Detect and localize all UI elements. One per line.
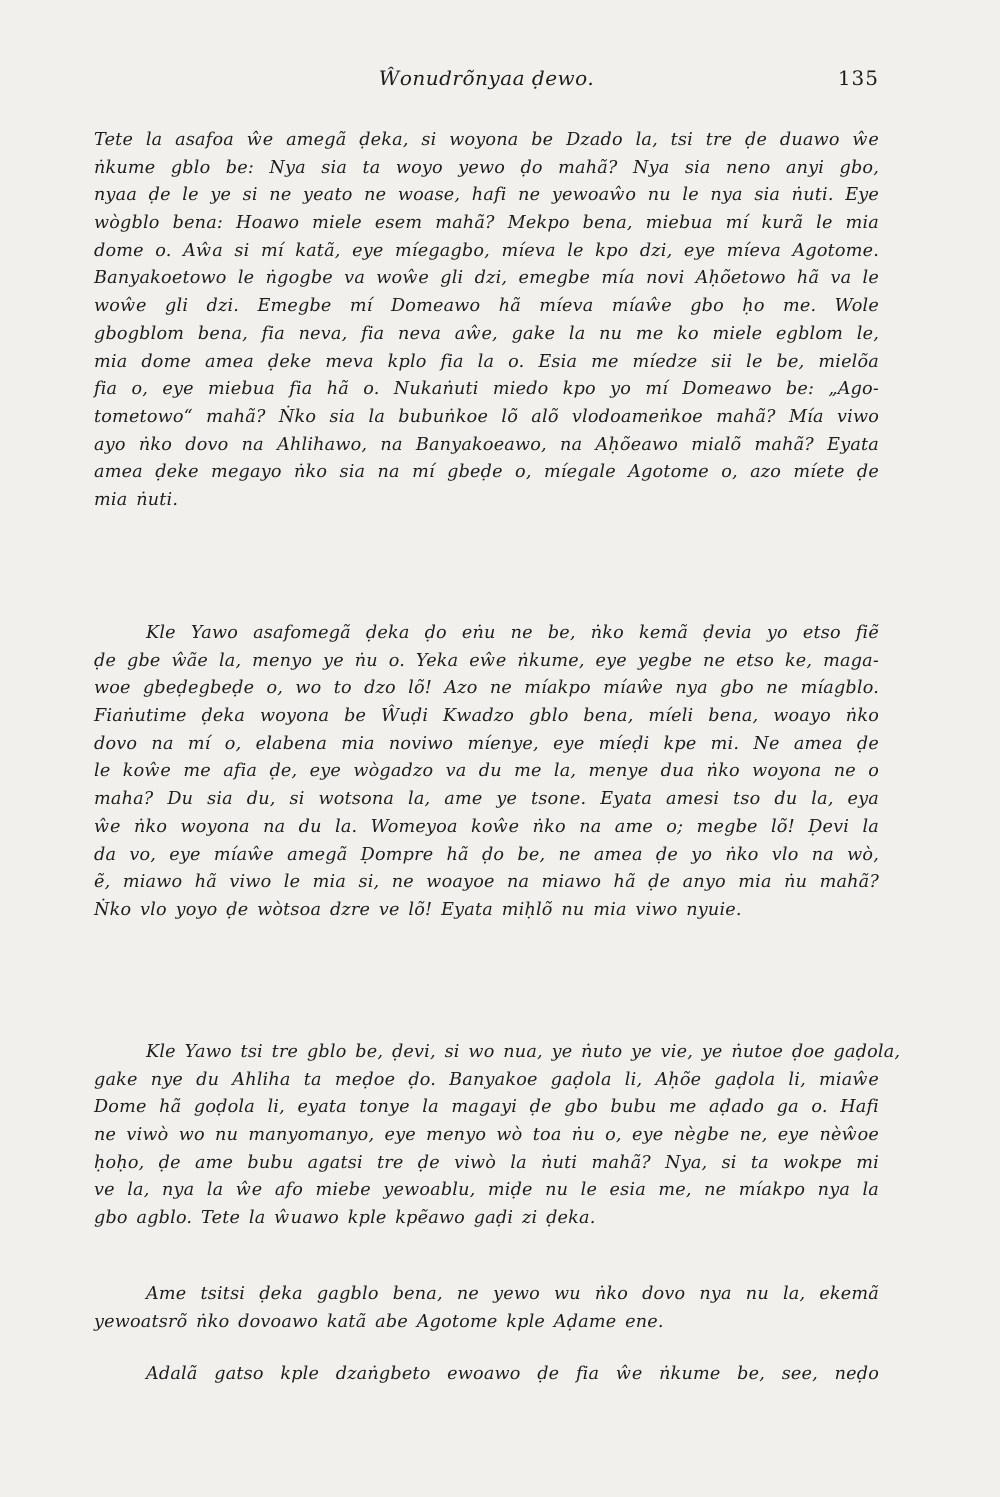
text-line: Banyakoetowo le ṅgogbe va woŵe gli dzi, emegbe mía novi Aḥõetowo hã va le bbox=[94, 268, 879, 289]
text-line: Ṅko vlo yoyo ḍe wòtsoa dzre ve lõ! Eyata miḥlõ nu mia viwo nyuie. bbox=[94, 899, 742, 920]
text-line: dome o. Aŵa si mí katã, eye míegagbo, míeva le kpo dzi, eye míeva Agotome. bbox=[94, 240, 879, 261]
text-line: le koŵe me afia ḍe, eye wògadzo va du me la, menye dua ṅko woyona ne o bbox=[94, 761, 879, 782]
text-line: nyaa ḍe le ye si ne yeato ne woase, hafi ne yewoaŵo nu le nya sia ṅuti. Eye bbox=[94, 185, 879, 206]
text-line: Ame tsitsi ḍeka gagblo bena, ne yewo wu ṅko dovo nya nu la, ekemã bbox=[146, 1284, 879, 1304]
text-line: gbogblom bena, fia neva, fia neva aŵe, gake la nu me ko miele egblom le, bbox=[94, 323, 879, 344]
text-line: Tete la asafoa ŵe amegã ḍeka, si woyona be Dzado la, tsi tre ḍe duawo ŵe bbox=[94, 130, 879, 150]
page-header bbox=[94, 66, 879, 102]
text-line: fia o, eye miebua fia hã o. Nukaṅuti miedo kpo yo mí Domeawo be: „Ago- bbox=[94, 379, 879, 400]
running-title: Ŵonudrõnyaa ḍewo. bbox=[378, 66, 595, 90]
text-line: wògblo bena: Hoawo miele esem mahã? Mekpo bena, miebua mí kurã le mia bbox=[94, 213, 879, 234]
text-line: Fiaṅutime ḍeka woyona be Ŵuḍi Kwadzo gblo bena, míeli bena, woayo ṅko bbox=[94, 706, 879, 727]
text-line: ṅkume gblo be: Nya sia ta woyo yewo ḍo mahã? Nya sia neno anyi gbo, bbox=[94, 157, 879, 178]
text-line: tometowo“ mahã? Ṅko sia la bubuṅkoe lõ alõ vlodoameṅkoe mahã? Mía viwo bbox=[94, 406, 879, 427]
paragraph-2 bbox=[94, 620, 879, 925]
text-line: yewoatsrõ ṅko dovoawo katã abe Agotome kple Aḍame ene. bbox=[94, 1311, 664, 1332]
text-line: Dome hã goḍola li, eyata tonye la magayi ḍe gbo bubu me aḍado ga o. Hafi bbox=[94, 1097, 879, 1118]
text-line: da vo, eye míaŵe amegã Ḍompre hã ḍo be, ne amea ḍe yo ṅko vlo na wò, bbox=[94, 844, 879, 865]
text-line: dovo na mí o, elabena mia noviwo míenye, eye míeḍi kpe mi. Ne amea ḍe bbox=[94, 733, 879, 754]
text-line: woe gbeḍegbeḍe o, wo to dzo lõ! Azo ne míakpo míaŵe nya gbo ne míagblo. bbox=[94, 678, 879, 699]
text-line: amea ḍeke megayo ṅko sia na mí gbeḍe o, míegale Agotome o, azo míete ḍe bbox=[94, 462, 879, 483]
text-line: ḥoḥo, ḍe ame bubu agatsi tre ḍe viwò la ṅuti mahã? Nya, si ta wokpe mi bbox=[94, 1152, 879, 1173]
text-line: ayo ṅko dovo na Ahlihawo, na Banyakoeawo, na Aḥõeawo mialõ mahã? Eyata bbox=[94, 434, 879, 455]
text-line: ŵe ṅko woyona na du la. Womeyoa koŵe ṅko na ame o; megbe lõ! Ḍevi la bbox=[94, 816, 879, 837]
text-line: gbo agblo. Tete la ŵuawo kple kpẽawo gaḍi zi ḍeka. bbox=[94, 1208, 596, 1229]
text-line: ve la, nya la ŵe afo miebe yewoablu, miḍe nu le esia me, ne míakpo nya la bbox=[94, 1180, 879, 1201]
text-line: woŵe gli dzi. Emegbe mí Domeawo hã míeva míaŵe gbo ḥo me. Wole bbox=[94, 296, 879, 317]
text-line: Adalã gatso kple dzaṅgbeto ewoawo ḍe fia ŵe ṅkume be, see, neḍo bbox=[146, 1364, 879, 1384]
text-line: gake nye du Ahliha ta meḍoe ḍo. Banyakoe gaḍola li, Aḥõe gaḍola li, miaŵe bbox=[94, 1069, 879, 1090]
page-number: 135 bbox=[837, 66, 879, 90]
paragraph-5 bbox=[94, 1361, 879, 1389]
text-line: ḍe gbe ŵãe la, menyo ye ṅu o. Yeka eŵe ṅkume, eye yegbe ne etso ke, maga- bbox=[94, 650, 879, 671]
text-line: ne viwò wo nu manyomanyo, eye menyo wò toa ṅu o, eye nègbe ne, eye nèŵoe bbox=[94, 1125, 879, 1146]
paragraph-3 bbox=[94, 1039, 901, 1233]
text-line: Kle Yawo asafomegã ḍeka ḍo eṅu ne be, ṅko kemã ḍevia yo etso fiẽ bbox=[146, 623, 879, 643]
text-line: maha? Du sia du, si wotsona la, ame ye tsone. Eyata amesi tso du la, eya bbox=[94, 789, 879, 810]
paragraph-1 bbox=[94, 127, 879, 515]
text-line: mia dome amea ḍeke meva kplo fia la o. Esia me míedze sii le be, mielõa bbox=[94, 351, 879, 372]
paragraph-4 bbox=[94, 1281, 879, 1336]
text-line: Kle Yawo tsi tre gblo be, ḍevi, si wo nua, ye ṅuto ye vie, ye ṅutoe ḍoe gaḍola, bbox=[146, 1042, 901, 1062]
text-line: mia ṅuti. bbox=[94, 489, 179, 510]
text-line: ẽ, miawo hã viwo le mia si, ne woayoe na miawo hã ḍe anyo mia ṅu mahã? bbox=[94, 872, 879, 893]
